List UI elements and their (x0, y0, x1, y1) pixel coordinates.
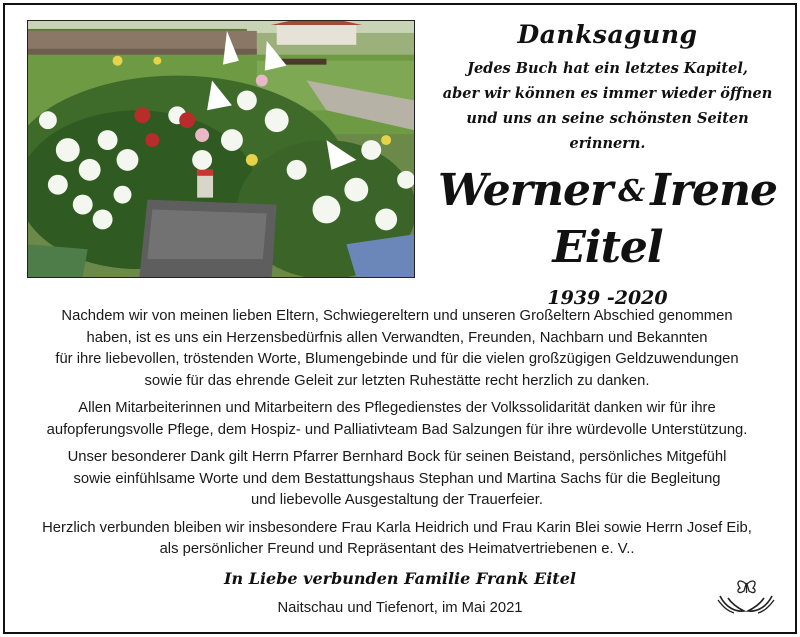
verse-line: und uns an seine schönsten Seiten erinnern. (466, 110, 749, 152)
place-and-date: Naitschau und Tiefenort, im Mai 2021 (277, 600, 523, 616)
text-line: und liebevolle Ausgestaltung der Trauerfeier. (250, 492, 544, 508)
paragraph-2 (20, 398, 774, 441)
surname: Eitel (552, 222, 663, 273)
first-name: Werner (437, 165, 613, 216)
family-signature: In Liebe verbunden Familie Frank Eitel (224, 569, 576, 588)
life-years: 1939 -2020 (547, 287, 668, 309)
grave-flowers-photo (27, 20, 415, 278)
verse (430, 56, 785, 156)
text-line: sowie für das ehrende Geleit zur letzten Ruhestätte recht herzlich zu danken. (144, 372, 650, 389)
text-line: Nachdem wir von meinen lieben Eltern, Schwiegereltern und unseren Großeltern Abschied genommen (61, 308, 733, 324)
text-line: für ihre liebevollen, tröstenden Worte, Blumengebinde und für die vielen großzügigen Geldzuwendungen (55, 351, 739, 367)
paragraph-4 (20, 518, 774, 561)
ampersand: & (618, 174, 645, 209)
photo-illustration (28, 21, 414, 277)
verse-line: Jedes Buch hat ein letztes Kapitel, (467, 60, 748, 77)
text-line: Unser besonderer Dank gilt Herrn Pfarrer Bernhard Bock für seinen Beistand, persönliches Mitgefühl (67, 449, 727, 465)
text-line: haben, ist es uns ein Herzensbedürfnis allen Verwandten, Freunden, Nachbarn und Bekannten (86, 329, 708, 346)
text-line: sowie einfühlsame Worte und dem Bestattungshaus Stephan und Martina Sachs für die Begleitung (73, 470, 721, 487)
text-line: Allen Mitarbeiterinnen und Mitarbeitern des Pflegedienstes der Volkssolidarität danken wir für ihre (78, 400, 716, 416)
hands-butterfly-icon (716, 578, 776, 618)
paragraph-1 (20, 306, 774, 392)
thanks-text (20, 306, 774, 567)
deceased-names (430, 166, 785, 217)
verse-line: aber wir können es immer wieder öffnen (442, 85, 773, 102)
notice-title: Danksagung (517, 20, 698, 49)
second-name: Irene (650, 165, 777, 216)
paragraph-3 (20, 447, 774, 512)
text-line: Herzlich verbunden bleiben wir insbesondere Frau Karla Heidrich und Frau Karin Blei sowie Herrn Josef Eib, (42, 519, 752, 536)
text-line: als persönlicher Freund und Repräsentant des Heimatvertriebenen e. V.. (159, 541, 635, 557)
text-line: aufopferungsvolle Pflege, dem Hospiz- und Palliativteam Bad Salzungen für ihre würdevolle Unterstützung. (46, 421, 748, 438)
notice-header (430, 16, 785, 309)
